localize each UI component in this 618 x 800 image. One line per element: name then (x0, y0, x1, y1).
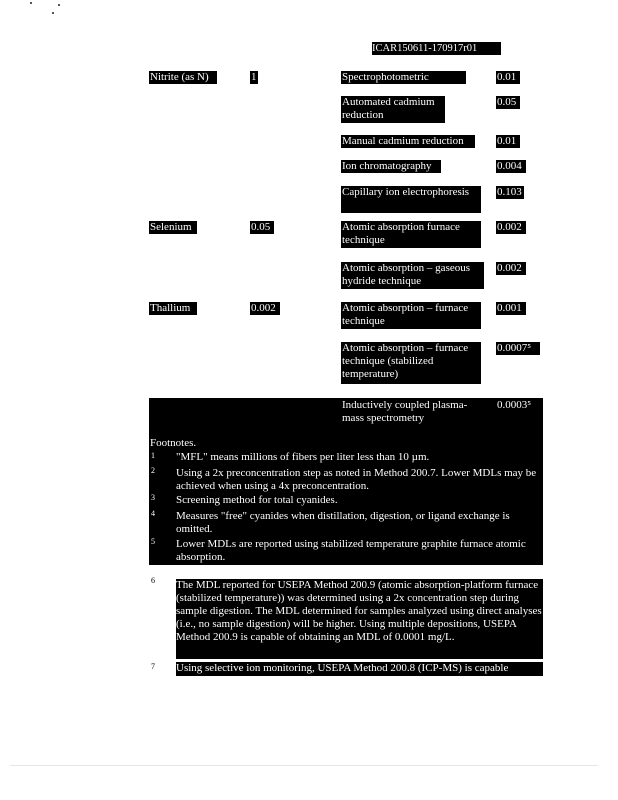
mdl-cell: 0.004 (496, 160, 526, 173)
footnote-text: "MFL" means millions of fibers per liter less than 10 µm. (176, 451, 538, 464)
mdl-cell: 0.0003⁵ (496, 399, 540, 412)
mcl-cell: 0.002 (250, 302, 280, 315)
footnotes-title: Footnotes. (150, 437, 210, 450)
mdl-cell: 0.01 (496, 71, 520, 84)
footnote-text: Measures "free" cyanides when distillation, digestion, or ligand exchange is omitted. (176, 510, 540, 537)
mdl-cell: 0.0007⁵ (496, 342, 540, 355)
analyte-cell: Selenium (149, 221, 197, 234)
footnote-marker: 7 (151, 662, 155, 671)
mcl-cell: 0.05 (250, 221, 274, 234)
footnote-text: The MDL reported for USEPA Method 200.9 (atomic absorption-platform furnace (stabilized temperature)) was determined using a 2x concentration step during sample digestion. The MDL determined for samples analyzed using direct analyses (i.e., no sample digestion) will be higher. Using multiple depositions, USEPA Method 200.9 is capable of obtaining an MDL of 0.0001 mg/L. (176, 579, 543, 659)
footnote-marker: 6 (151, 576, 155, 585)
footnote-marker: 2 (151, 466, 155, 475)
footnote-text: Using a 2x preconcentration step as noted in Method 200.7. Lower MDLs may be achieved when using a 4x preconcentration. (176, 467, 537, 492)
method-cell: Spectrophotometric (341, 71, 466, 84)
footnote-marker: 5 (151, 537, 155, 546)
page-edge-line (10, 765, 598, 766)
mdl-cell: 0.001 (496, 302, 526, 315)
mdl-cell: 0.01 (496, 135, 520, 148)
analyte-cell: Thallium (149, 302, 197, 315)
method-cell: Manual cadmium reduction (341, 135, 475, 148)
mdl-cell: 0.05 (496, 96, 520, 109)
mdl-cell: 0.002 (496, 262, 526, 275)
footnote-text: Using selective ion monitoring, USEPA Method 200.8 (ICP-MS) is capable (176, 662, 543, 676)
analyte-cell: Nitrite (as N) (149, 71, 217, 84)
scan-speck (52, 12, 54, 14)
scan-speck (30, 2, 32, 4)
footnote-marker: 4 (151, 509, 155, 518)
method-cell: Inductively coupled plasma-mass spectrometry (341, 399, 481, 426)
method-cell: Atomic absorption furnace technique (341, 221, 481, 248)
method-cell: Atomic absorption – furnace technique (stabilized temperature) (341, 342, 481, 384)
footnote-marker: 1 (151, 451, 155, 460)
method-cell: Ion chromatography (341, 160, 441, 173)
method-cell: Capillary ion electrophoresis (341, 186, 481, 213)
method-cell: Automated cadmium reduction (341, 96, 445, 123)
mdl-cell: 0.103 (496, 186, 524, 199)
document-id: ICAR150611-170917r01 (372, 42, 501, 55)
footnote-marker: 3 (151, 493, 155, 502)
mdl-cell: 0.002 (496, 221, 526, 234)
method-cell: Atomic absorption – furnace technique (341, 302, 481, 329)
scan-speck (58, 4, 60, 6)
mcl-cell: 1 (251, 71, 257, 83)
footnote-text: Lower MDLs are reported using stabilized temperature graphite furnace atomic absorption. (176, 538, 538, 564)
method-cell: Atomic absorption – gaseous hydride technique (341, 262, 484, 289)
footnote-text: Screening method for total cyanides. (176, 494, 538, 507)
